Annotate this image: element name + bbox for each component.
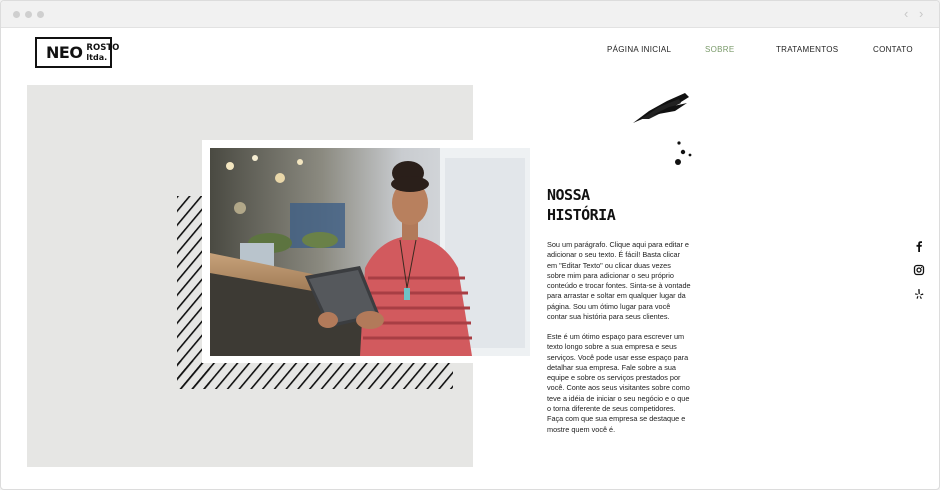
back-arrow-icon[interactable]: ‹ — [904, 6, 909, 21]
woman-with-tablet-photo — [210, 148, 530, 356]
ink-splatter-decoration — [629, 89, 699, 169]
facebook-icon[interactable] — [913, 240, 925, 252]
window-dot-close[interactable] — [13, 11, 20, 18]
window-dot-maximize[interactable] — [37, 11, 44, 18]
instagram-icon[interactable] — [913, 264, 925, 276]
logo-subtext — [86, 44, 119, 62]
nav-item-sobre[interactable]: SOBRE — [705, 45, 735, 54]
paragraph-2: Este é um ótimo espaço para escrever um texto longo sobre a sua empresa e seus serviços. Você pode usar esse espaço para detalhar sua empresa. Fale sobre a sua equipe e sobre os serviços prestados por você. Conte aos seus visitantes sobre como teve a idéia de iniciar o seu negócio e o que o torna diferente de seus competidores. Faça com que sua empresa se destaque e mostre quem você é. — [547, 332, 690, 434]
section-heading — [547, 185, 615, 225]
nav-item-tratamentos[interactable]: TRATAMENTOS — [776, 45, 839, 54]
logo-ltda-text: ltda. — [86, 52, 108, 62]
yelp-icon[interactable] — [913, 288, 925, 300]
forward-arrow-icon[interactable]: › — [919, 6, 924, 21]
logo-rosto-text: ROSTO — [86, 42, 120, 53]
heading-line-2: HISTÓRIA — [547, 206, 616, 224]
nav-item-contato[interactable]: CONTATO — [873, 45, 913, 54]
logo-neo-text: NEO — [46, 43, 83, 62]
heading-line-1: NOSSA — [547, 186, 590, 204]
window-dot-minimize[interactable] — [25, 11, 32, 18]
browser-chrome — [1, 1, 940, 28]
site-logo[interactable] — [35, 37, 120, 68]
nav-item-pagina-inicial[interactable]: PÁGINA INICIAL — [607, 45, 672, 54]
paragraph-1: Sou um parágrafo. Clique aqui para editar e adicionar o seu texto. É fácil! Basta clicar em "Editar Texto" ou clicar duas vezes sobre mim para adicionar o seu próprio conteúdo e trocar fontes. Sinta-se à vontade para arrastar e soltar em qualquer lugar da página. Sou um ótimo lugar para você contar sua história para seus clientes. — [547, 240, 691, 322]
